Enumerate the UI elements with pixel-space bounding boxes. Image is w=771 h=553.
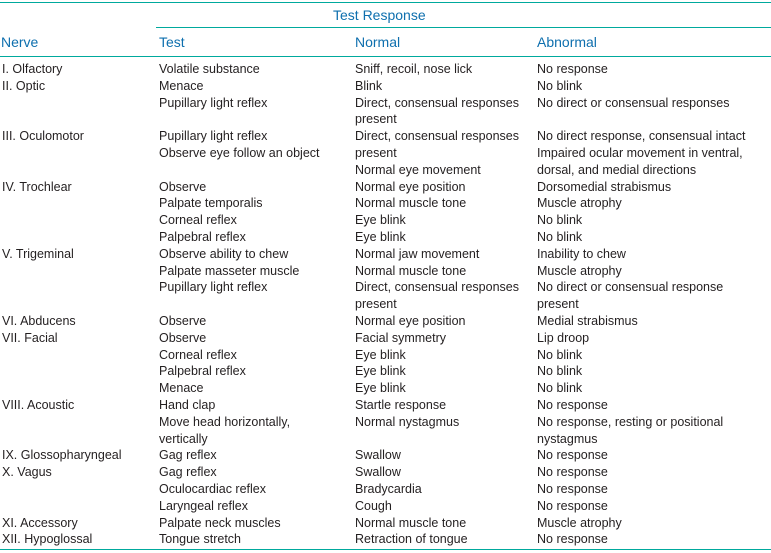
normal-cell: Direct, consensual responses (355, 95, 519, 110)
group-rule (156, 27, 771, 28)
col-header-normal: Normal (355, 34, 401, 50)
test-cell: Observe (159, 330, 207, 345)
normal-cell: Eye blink (355, 213, 406, 228)
normal-cell: Normal eye position (355, 314, 466, 328)
normal-cell: Swallow (355, 465, 401, 480)
abnormal-cell: Muscle atrophy (537, 196, 622, 211)
col-header-abnormal: Abnormal (537, 34, 597, 50)
test-cell: Move head horizontally, (159, 414, 291, 429)
abnormal-cell: No response, resting or positional (537, 414, 724, 429)
normal-cell: Normal muscle tone (355, 263, 467, 278)
normal-cell: Swallow (355, 448, 401, 463)
normal-cell: present (355, 146, 397, 160)
normal-cell: Eye blink (355, 364, 406, 379)
abnormal-cell: dorsal, and medial directions (537, 162, 697, 177)
test-cell: Tongue stretch (159, 532, 241, 547)
test-cell: Volatile substance (159, 62, 260, 76)
test-cell: Observe (159, 179, 207, 194)
test-cell: Laryngeal reflex (159, 498, 248, 513)
abnormal-cell: No blink (537, 381, 583, 396)
test-cell: Palpate masseter muscle (159, 263, 300, 278)
bottom-rule (0, 549, 771, 550)
nerve-cell: V. Trigeminal (2, 246, 74, 261)
normal-cell: Eye blink (355, 381, 406, 396)
normal-cell: Normal muscle tone (355, 196, 467, 211)
abnormal-cell: No blink (537, 213, 583, 228)
group-header: Test Response (333, 7, 426, 23)
test-cell: Menace (159, 381, 204, 396)
abnormal-cell: Impaired ocular movement in ventral, (537, 146, 743, 160)
normal-cell: Eye blink (355, 230, 406, 244)
nerve-cell: II. Optic (2, 78, 46, 93)
normal-cell: Normal eye position (355, 179, 466, 194)
abnormal-cell: Muscle atrophy (537, 263, 622, 278)
abnormal-cell: No direct or consensual response (537, 280, 724, 295)
abnormal-cell: No direct or consensual responses (537, 95, 730, 110)
test-cell: Palpate neck muscles (159, 515, 281, 530)
normal-cell: Cough (355, 498, 392, 513)
abnormal-cell: nystagmus (537, 431, 598, 446)
normal-cell: Eye blink (355, 347, 406, 362)
normal-cell: Startle response (355, 398, 447, 412)
abnormal-cell: Inability to chew (537, 246, 626, 261)
normal-cell: present (355, 297, 397, 312)
normal-cell: Bradycardia (355, 482, 422, 496)
nerve-cell: IV. Trochlear (2, 179, 72, 194)
normal-cell: present (355, 112, 397, 127)
abnormal-cell: No response (537, 448, 608, 463)
abnormal-cell: No blink (537, 347, 583, 362)
test-cell: Palpebral reflex (159, 230, 246, 244)
abnormal-cell: Muscle atrophy (537, 515, 622, 530)
test-cell: Palpate temporalis (159, 196, 263, 211)
col-header-test: Test (159, 34, 185, 50)
nerve-cell: XI. Accessory (2, 515, 78, 530)
normal-cell: Direct, consensual responses (355, 129, 519, 144)
test-cell: Pupillary light reflex (159, 280, 268, 295)
normal-cell: Direct, consensual responses (355, 280, 519, 295)
abnormal-cell: Medial strabismus (537, 314, 638, 328)
nerve-cell: X. Vagus (2, 465, 52, 480)
nerve-cell: III. Oculomotor (2, 129, 84, 144)
test-cell: Gag reflex (159, 448, 217, 463)
normal-cell: Facial symmetry (355, 330, 446, 345)
abnormal-cell: No response (537, 465, 608, 480)
test-cell: Corneal reflex (159, 213, 237, 228)
test-cell: Observe eye follow an object (159, 146, 320, 160)
test-cell: Observe (159, 314, 207, 328)
test-cell: vertically (159, 431, 208, 446)
test-cell: Pupillary light reflex (159, 95, 268, 110)
nerve-cell: VIII. Acoustic (2, 398, 75, 412)
test-cell: Palpebral reflex (159, 364, 246, 379)
normal-cell: Normal jaw movement (355, 246, 480, 261)
normal-cell: Blink (355, 78, 383, 93)
top-rule (0, 2, 771, 3)
normal-cell: Sniff, recoil, nose lick (355, 62, 473, 76)
nerve-cell: IX. Glossopharyngeal (2, 448, 122, 463)
abnormal-cell: No blink (537, 364, 583, 379)
test-cell: Corneal reflex (159, 347, 237, 362)
test-cell: Pupillary light reflex (159, 129, 268, 144)
normal-cell: Normal muscle tone (355, 515, 467, 530)
abnormal-cell: present (537, 297, 579, 312)
nerve-cell: XII. Hypoglossal (2, 532, 93, 547)
col-header-nerve: Nerve (1, 34, 39, 50)
abnormal-cell: No response (537, 62, 608, 76)
normal-cell: Normal nystagmus (355, 414, 460, 429)
normal-cell: Retraction of tongue (355, 532, 468, 547)
nerve-cell: I. Olfactory (2, 62, 63, 76)
test-cell: Oculocardiac reflex (159, 482, 266, 496)
abnormal-cell: No blink (537, 78, 583, 93)
abnormal-cell: No response (537, 498, 608, 513)
test-cell: Hand clap (159, 398, 216, 412)
nerve-cell: VII. Facial (2, 330, 58, 345)
abnormal-cell: No blink (537, 230, 583, 244)
normal-cell: Normal eye movement (355, 162, 481, 177)
abnormal-cell: Dorsomedial strabismus (537, 179, 672, 194)
abnormal-cell: No direct response, consensual intact (537, 129, 746, 144)
test-cell: Observe ability to chew (159, 246, 289, 261)
abnormal-cell: No response (537, 482, 608, 496)
test-cell: Menace (159, 78, 204, 93)
test-cell: Gag reflex (159, 465, 217, 480)
abnormal-cell: No response (537, 398, 608, 412)
abnormal-cell: Lip droop (537, 330, 590, 345)
abnormal-cell: No response (537, 532, 608, 547)
header-rule (0, 56, 771, 57)
nerve-cell: VI. Abducens (2, 314, 76, 328)
